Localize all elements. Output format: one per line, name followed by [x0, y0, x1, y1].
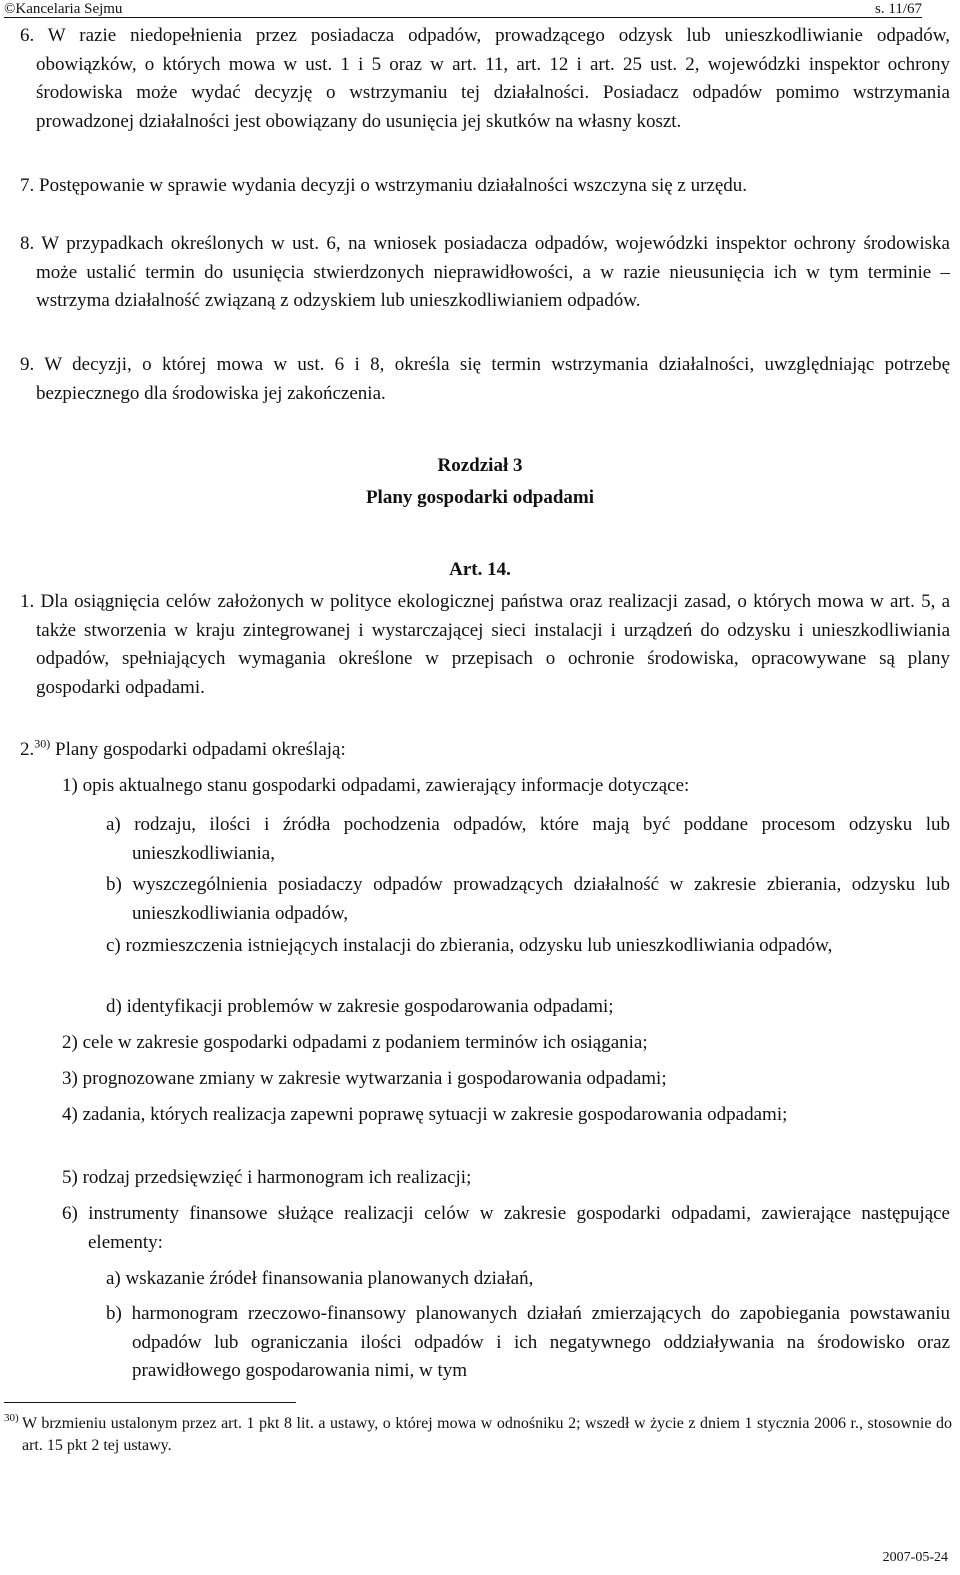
footer-date: 2007-05-24	[882, 1550, 948, 1565]
section-2-text: Plany gospodarki odpadami określają:	[50, 739, 346, 760]
list-item-1c: c) rozmieszczenia istniejących instalacji do zbierania, odzysku lub unieszkodliwiania odpadów,	[106, 935, 833, 956]
list-item-6a: a) wskazanie źródeł finansowania planowanych działań,	[106, 1268, 534, 1289]
chapter-number: Rozdział 3	[437, 455, 523, 476]
paragraph-6: 6. W razie niedopełnienia przez posiadacza odpadów, prowadzącego odzysk lub unieszkodliwianie odpadów, obowiązków, o których mowa w ust. 1 i 5 oraz w art. 11, art. 12 i art. 25 ust. 2, wojewódzki inspektor ochrony środowiska może wydać decyzję o wstrzymaniu tej działalności. Posiadacz odpadów pomimo wstrzymania prowadzonej działalności jest obowiązany do usunięcia jej skutków na własny koszt.	[20, 25, 950, 132]
footnote-reference: 30)	[34, 736, 51, 751]
footnote-rule	[4, 1402, 296, 1403]
list-item-4: 4) zadania, których realizacja zapewni poprawę sytuacji w zakresie gospodarowania odpadami;	[62, 1104, 788, 1125]
list-item-1d: d) identyfikacji problemów w zakresie gospodarowania odpadami;	[106, 996, 614, 1017]
list-item-5: 5) rodzaj przedsięwzięć i harmonogram ich realizacji;	[62, 1167, 472, 1188]
header-page-number: s. 11/67	[875, 1, 922, 17]
list-item-1: 1) opis aktualnego stanu gospodarki odpadami, zawierający informacje dotyczące:	[62, 775, 690, 796]
list-item-6b: b) harmonogram rzeczowo-finansowy planowanych działań zmierzających do zapobiegania powstawaniu odpadów lub ograniczania ilości odpadów i ich negatywnego oddziaływania na środowisko oraz prawidłowego gospodarowania nimi, w tym	[106, 1303, 950, 1381]
footnote-text: W brzmieniu ustalonym przez art. 1 pkt 8 lit. a ustawy, o której mowa w odnośniku 2; wszedł w życie z dniem 1 stycznia 2006 r., stosownie do art. 15 pkt 2 tej ustawy.	[22, 1415, 952, 1454]
paragraph-8: 8. W przypadkach określonych w ust. 6, na wniosek posiadacza odpadów, wojewódzki inspektor ochrony środowiska może ustalić termin do usunięcia stwierdzonych nieprawidłowości, a w razie nieusunięcia ich w tym terminie – wstrzyma działalność związaną z odzyskiem lub unieszkodliwianiem odpadów.	[20, 233, 950, 311]
paragraph-7: 7. Postępowanie w sprawie wydania decyzji o wstrzymaniu działalności wszczyna się z urzędu.	[20, 175, 748, 196]
list-item-1b: b) wyszczególnienia posiadaczy odpadów prowadzących działalność w zakresie zbierania, odzysku lub unieszkodliwiania odpadów,	[106, 874, 950, 924]
header-rule	[4, 17, 922, 18]
list-item-3: 3) prognozowane zmiany w zakresie wytwarzania i gospodarowania odpadami;	[62, 1068, 667, 1089]
list-item-2: 2) cele w zakresie gospodarki odpadami z podaniem terminów ich osiągania;	[62, 1032, 648, 1053]
chapter-title: Plany gospodarki odpadami	[365, 487, 595, 508]
article-title: Art. 14.	[449, 559, 511, 580]
list-item-6: 6) instrumenty finansowe służące realizacji celów w zakresie gospodarki odpadami, zawierające następujące elementy:	[62, 1203, 950, 1253]
header-source: ©Kancelaria Sejmu	[4, 1, 123, 17]
paragraph-9: 9. W decyzji, o której mowa w ust. 6 i 8, określa się termin wstrzymania działalności, uwzględniając potrzebę bezpiecznego dla środowiska jej zakończenia.	[20, 354, 950, 404]
section-2-number: 2.	[20, 739, 35, 760]
article-section-2	[20, 736, 950, 765]
footnote-mark: 30)	[4, 1412, 19, 1424]
list-item-1a: a) rodzaju, ilości i źródła pochodzenia odpadów, które mają być poddane procesom odzysku lub unieszkodliwiania,	[106, 814, 950, 864]
article-section-1: 1. Dla osiągnięcia celów założonych w polityce ekologicznej państwa oraz realizacji zasad, o których mowa w art. 5, a także stworzenia w kraju zintegrowanej i wystarczającej sieci instalacji i urządzeń do odzysku i unieszkodliwiania odpadów, spełniających wymagania określone w przepisach o ochronie środowiska, opracowywane są plany gospodarki odpadami.	[20, 591, 950, 698]
